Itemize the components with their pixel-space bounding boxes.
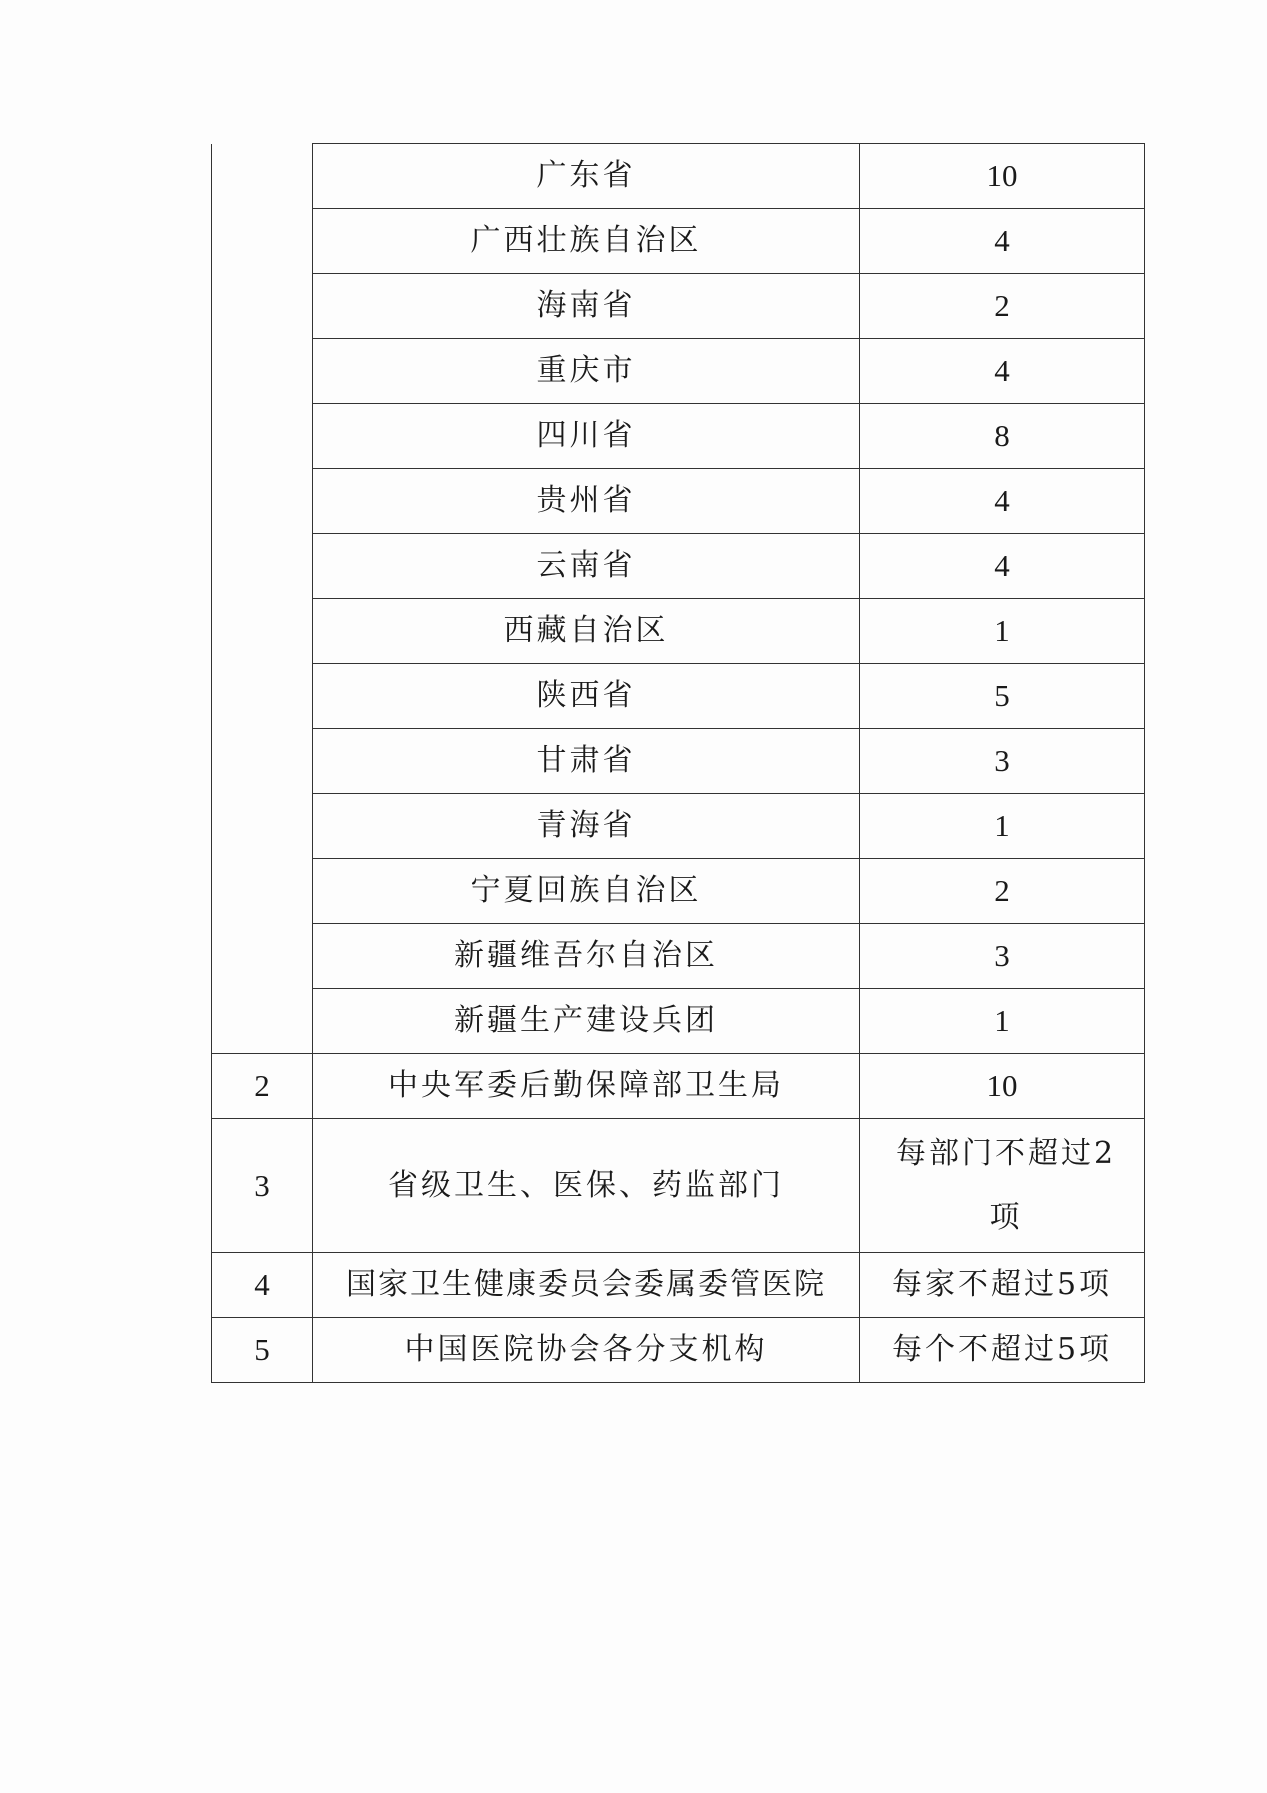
quota-cell: 10	[860, 144, 1145, 209]
quota-table	[211, 143, 1145, 1383]
table-row	[212, 794, 1145, 859]
index-cell: 4	[212, 1253, 313, 1318]
table-row	[212, 274, 1145, 339]
table-row	[212, 989, 1145, 1054]
unit-cell: 国家卫生健康委员会委属委管医院	[313, 1253, 860, 1318]
table-row	[212, 729, 1145, 794]
table-row	[212, 859, 1145, 924]
unit-cell: 西藏自治区	[313, 599, 860, 664]
unit-cell: 青海省	[313, 794, 860, 859]
unit-cell: 陕西省	[313, 664, 860, 729]
unit-cell: 广西壮族自治区	[313, 209, 860, 274]
unit-cell: 广东省	[313, 144, 860, 209]
unit-cell: 宁夏回族自治区	[313, 859, 860, 924]
table-row	[212, 599, 1145, 664]
table-row	[212, 1318, 1145, 1383]
table-row	[212, 209, 1145, 274]
unit-cell: 中央军委后勤保障部卫生局	[313, 1054, 860, 1119]
index-cell: 3	[212, 1119, 313, 1253]
table-row	[212, 1253, 1145, 1318]
quota-cell: 每部门不超过2项	[860, 1119, 1145, 1253]
quota-cell: 4	[860, 534, 1145, 599]
unit-cell: 海南省	[313, 274, 860, 339]
table-row	[212, 469, 1145, 534]
unit-cell: 四川省	[313, 404, 860, 469]
table-row	[212, 404, 1145, 469]
table-row	[212, 1119, 1145, 1253]
quota-cell: 1	[860, 794, 1145, 859]
table-row	[212, 664, 1145, 729]
table-row	[212, 534, 1145, 599]
unit-cell: 新疆生产建设兵团	[313, 989, 860, 1054]
quota-cell: 4	[860, 469, 1145, 534]
unit-cell: 云南省	[313, 534, 860, 599]
unit-cell: 中国医院协会各分支机构	[313, 1318, 860, 1383]
quota-cell: 1	[860, 989, 1145, 1054]
table-row	[212, 339, 1145, 404]
index-cell: 5	[212, 1318, 313, 1383]
quota-cell: 每个不超过5项	[860, 1318, 1145, 1383]
unit-cell: 新疆维吾尔自治区	[313, 924, 860, 989]
quota-cell: 4	[860, 339, 1145, 404]
quota-cell: 4	[860, 209, 1145, 274]
quota-cell: 2	[860, 274, 1145, 339]
quota-cell: 8	[860, 404, 1145, 469]
table-row	[212, 1054, 1145, 1119]
quota-cell: 2	[860, 859, 1145, 924]
table-row	[212, 144, 1145, 209]
unit-cell: 贵州省	[313, 469, 860, 534]
quota-cell: 5	[860, 664, 1145, 729]
quota-cell: 10	[860, 1054, 1145, 1119]
table-row	[212, 924, 1145, 989]
unit-cell: 重庆市	[313, 339, 860, 404]
index-cell-merged	[212, 144, 313, 1054]
quota-cell: 3	[860, 729, 1145, 794]
index-cell: 2	[212, 1054, 313, 1119]
unit-cell: 甘肃省	[313, 729, 860, 794]
quota-cell: 3	[860, 924, 1145, 989]
unit-cell: 省级卫生、医保、药监部门	[313, 1119, 860, 1253]
quota-cell: 1	[860, 599, 1145, 664]
quota-cell: 每家不超过5项	[860, 1253, 1145, 1318]
